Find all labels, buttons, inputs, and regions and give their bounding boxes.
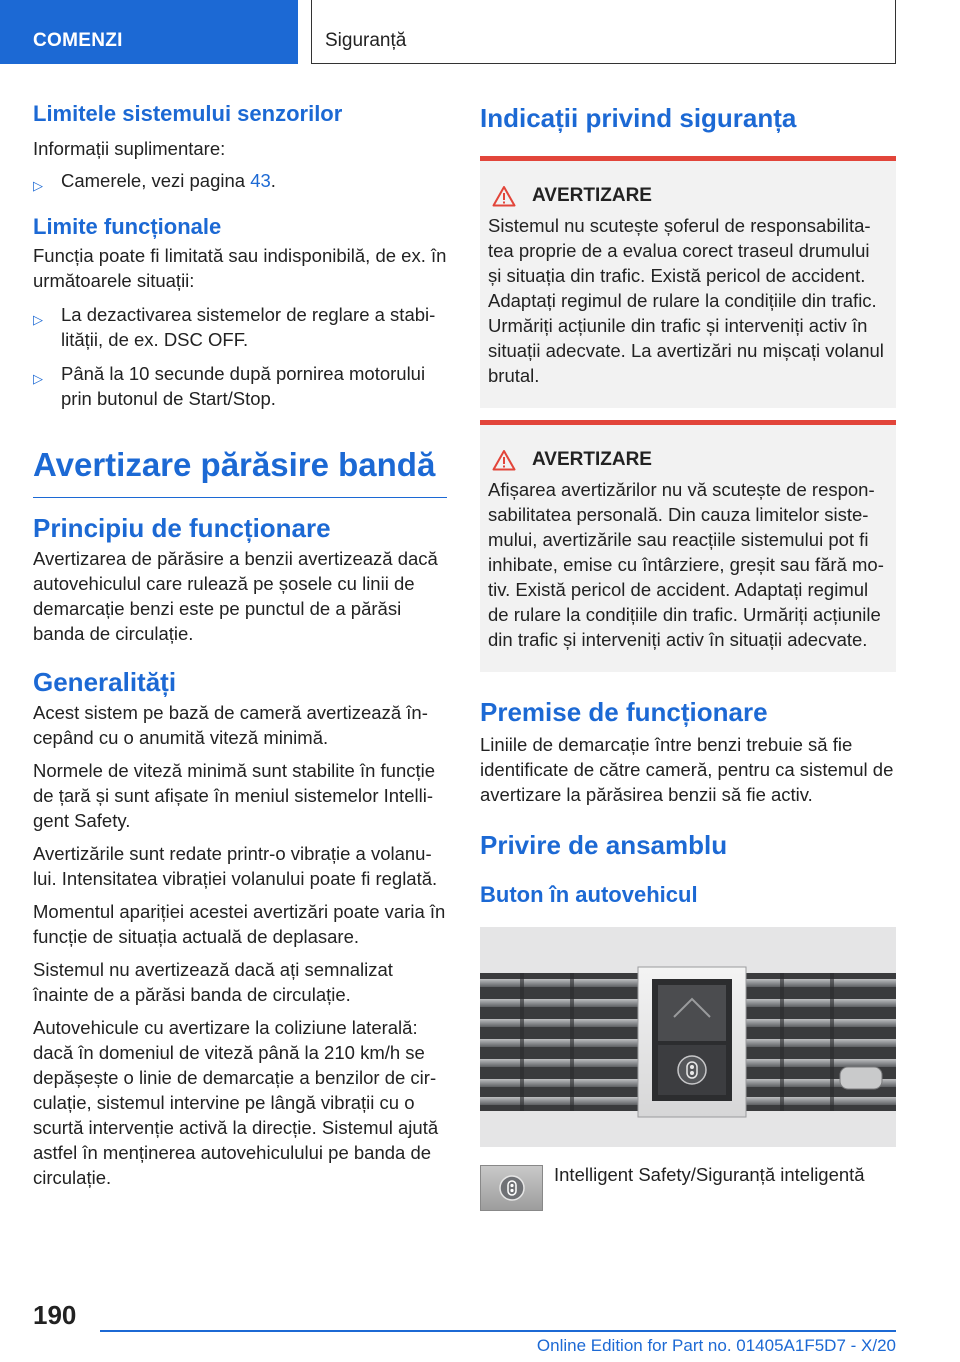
section-tab: Siguranță	[311, 0, 896, 64]
warning-header	[488, 185, 888, 207]
principle-title: Principiu de funcționare	[33, 513, 331, 543]
vent-button-image	[480, 927, 896, 1147]
button-caption: Intelligent Safety/Siguranță inteligentă	[554, 1164, 865, 1185]
general-paragraph-2: Normele de viteză minimă sunt stabilite în funcție de țară și sunt afișate în meniul sistemelor Intelligent Safety.	[33, 760, 436, 831]
functional-limits-intro: Funcția poate fi limitată sau indisponibilă, de ex. în următoarele situații:	[33, 245, 447, 291]
bullet-triangle-icon: ▷	[33, 312, 43, 327]
principle-text: Avertizarea de părăsire a benzii avertizează dacă autovehiculul care rulează pe șosele cu linii de demarcație benzi este pe punctul de a părăsi banda de circulație.	[33, 548, 438, 644]
bullet-triangle-icon: ▷	[33, 371, 43, 386]
sensor-limits-intro: Informații suplimentare:	[33, 138, 226, 159]
chapter-divider	[33, 497, 447, 498]
general-title: Generalități	[33, 667, 177, 697]
general-paragraph-1: Acest sistem pe bază de cameră avertizează începând cu o anumită viteză minimă.	[33, 702, 428, 748]
warning-box-2	[480, 420, 896, 672]
right-column	[480, 100, 896, 1211]
footer-divider	[100, 1330, 896, 1332]
warning-label: AVERTIZARE	[532, 185, 652, 206]
bullet-end: .	[270, 170, 276, 191]
bullet-text: Camerele, vezi pagina	[61, 170, 251, 191]
prereq-text: Liniile de demarcație între benzi trebuie să fie identificate de către cameră, pentru ca sistemul de avertizare la părăsirea benzii să fie activ.	[480, 734, 894, 805]
button-title: Buton în autovehicul	[480, 882, 698, 907]
general-paragraph-5: Sistemul nu avertizează dacă ați semnalizat înainte de a părăsi banda de circulație.	[33, 959, 393, 1005]
general-paragraph-4: Momentul apariției acestei avertizări poate varia în funcție de situația actuală de deplasare.	[33, 901, 446, 947]
bullet-text: La dezactivarea sistemelor de reglare a stabilității, de ex. DSC OFF.	[61, 304, 436, 350]
safety-title: Indicații privind siguranța	[480, 103, 797, 133]
warning-triangle-icon	[492, 185, 516, 207]
intelligent-safety-button-icon	[480, 1165, 543, 1211]
edition-note: Online Edition for Part no. 01405A1F5D7 - X/20	[536, 1336, 896, 1355]
vent-illustration	[480, 927, 896, 1147]
warning-text: Afișarea avertizărilor nu vă scutește de responsabilitatea personală. Din cauza limitelor sistemului, avertizările sau reacțiile sistemului pot fi inhibate, emise cu întârziere, greșit sau fără motiv. Există pericol de accident. Adaptați regimul de rulare la condițiile din trafic. Urmăriți acțiunile din trafic și interveniți activ în situații adecvate.	[488, 479, 884, 650]
overview-title: Privire de ansamblu	[480, 830, 728, 860]
bullet-triangle-icon: ▷	[33, 178, 43, 193]
chapter-title: Avertizare părăsire bandă	[33, 446, 436, 483]
left-column	[33, 100, 447, 1190]
warning-text: Sistemul nu scutește șoferul de responsabilitatea proprie de a evalua corect traseul drumului și situația din trafic. Există pericol de accident. Adaptați regimul de rulare la condițiile din trafic. Urmăriți acțiunile din trafic și interveniți activ în situații adecvate. La avertizări nu mișcați volanul brutal.	[488, 215, 884, 386]
sensor-limits-title: Limitele sistemului senzorilor	[33, 101, 343, 126]
warning-box-1	[480, 156, 896, 408]
chapter-tab: COMENZI	[0, 0, 298, 64]
prereq-title: Premise de funcționare	[480, 697, 768, 727]
general-paragraph-3: Avertizările sunt redate printr-o vibrație a volanului. Intensitatea vibrației volanului poate fi reglată.	[33, 843, 438, 889]
warning-label: AVERTIZARE	[532, 449, 652, 470]
functional-limits-bullet-1	[33, 302, 447, 352]
bullet-text: Până la 10 secunde după pornirea motorului prin butonul de Start/Stop.	[61, 363, 426, 409]
warning-header	[488, 449, 888, 471]
general-paragraph-6: Autovehicule cu avertizare la coliziune laterală: dacă în domeniul de viteză până la 210 km/h se depășește o linie de demarcație a benzilor de circulație, sistemul intervine pe lângă vibrații cu o scurtă intervenție activă la direcție. Sistemul ajută astfel în menținerea autovehiculului pe banda de circulație.	[33, 1017, 439, 1188]
functional-limits-title: Limite funcționale	[33, 214, 222, 239]
button-legend	[480, 1165, 896, 1211]
warning-triangle-icon	[492, 449, 516, 471]
sensor-limits-bullet	[33, 168, 447, 193]
page-number: 190	[33, 1300, 77, 1330]
functional-limits-bullet-2	[33, 361, 447, 411]
page-link[interactable]: 43	[250, 170, 271, 191]
